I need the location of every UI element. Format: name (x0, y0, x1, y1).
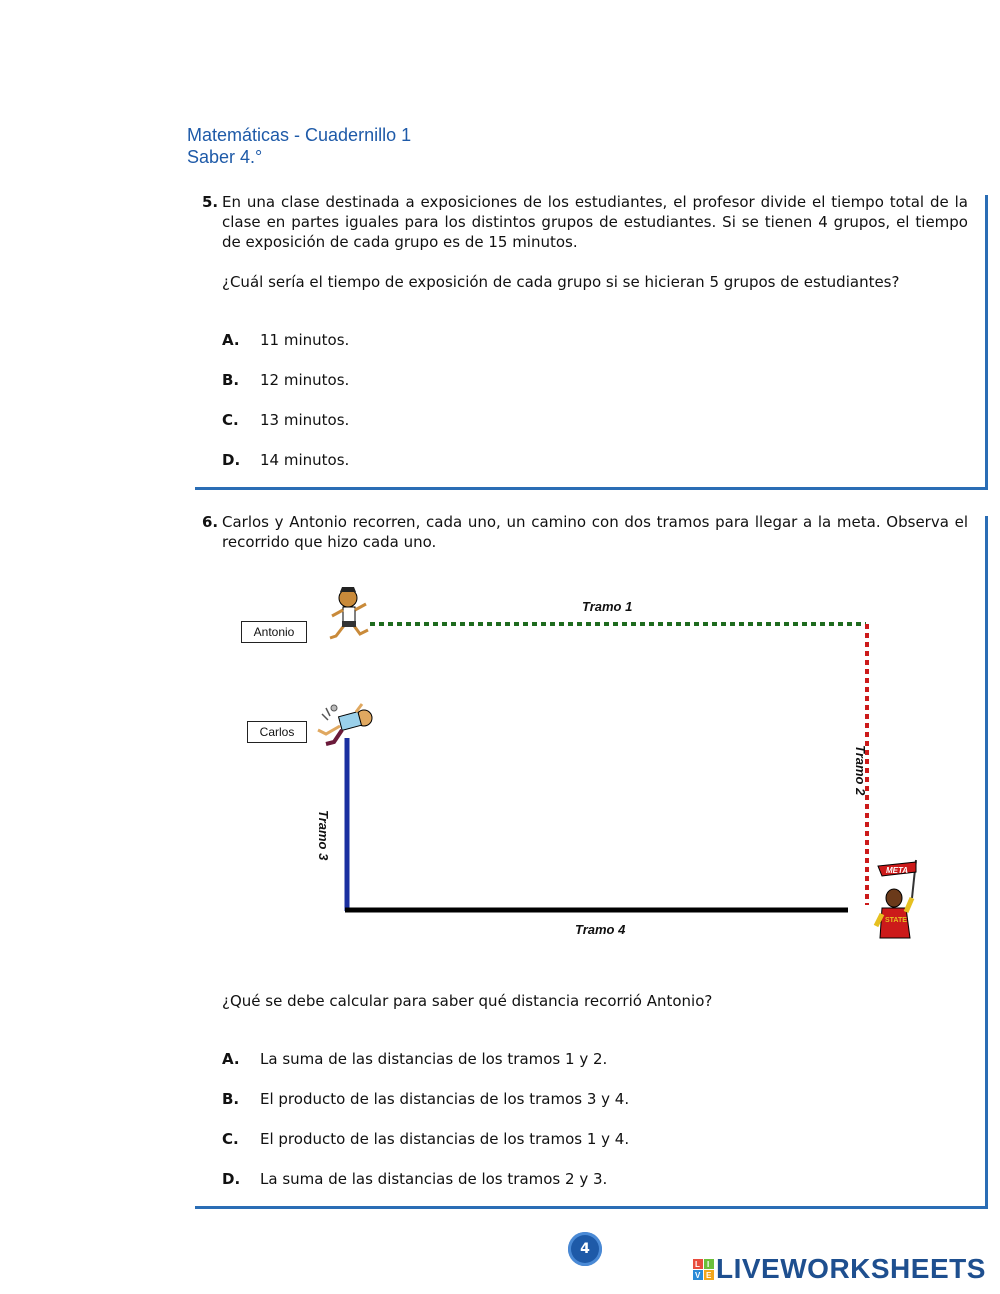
liveworksheets-badge-icon (692, 1254, 716, 1284)
antonio-label: Antonio (241, 621, 307, 643)
question-6-option-a[interactable] (222, 1050, 607, 1068)
question-6-option-d[interactable] (222, 1170, 607, 1188)
option-letter: C. (222, 411, 239, 429)
page-number: 4 (568, 1232, 602, 1266)
svg-text:V: V (695, 1271, 701, 1280)
question-6-option-b[interactable] (222, 1090, 629, 1108)
option-letter: B. (222, 1090, 240, 1108)
option-letter: B. (222, 371, 240, 389)
carlos-label: Carlos (247, 721, 307, 743)
tramo-2-label: Tramo 2 (853, 745, 868, 796)
tramo-4-label: Tramo 4 (575, 922, 626, 937)
question-6-option-c[interactable] (222, 1130, 629, 1148)
svg-text:E: E (706, 1271, 712, 1280)
tramo-1-label: Tramo 1 (582, 599, 633, 614)
question-6-number: 6. (202, 513, 219, 531)
svg-text:L: L (695, 1260, 700, 1269)
option-letter: D. (222, 1170, 241, 1188)
option-text: 14 minutos. (260, 451, 350, 469)
meta-flag-icon (876, 860, 916, 938)
meta-flag-label: META (886, 866, 909, 875)
antonio-runner-icon (330, 587, 368, 638)
option-letter: D. (222, 451, 241, 469)
question-5-number: 5. (202, 193, 219, 211)
header-grade: Saber 4.° (187, 147, 263, 167)
header-title: Matemáticas - Cuadernillo 1 (187, 125, 412, 145)
question-6-statement: Carlos y Antonio recorren, cada uno, un camino con dos tramos para llegar a la meta. Observa el recorrido que hizo cada uno. (222, 513, 968, 551)
state-shirt-label: STATE (885, 917, 907, 924)
option-text: 13 minutos. (260, 411, 350, 429)
option-text: El producto de las distancias de los tramos 1 y 4. (260, 1130, 630, 1148)
option-letter: C. (222, 1130, 239, 1148)
tramo-3-label: Tramo 3 (316, 810, 331, 861)
option-text: 11 minutos. (260, 331, 350, 349)
liveworksheets-logo (692, 1253, 986, 1284)
option-text: La suma de las distancias de los tramos 2 y 3. (260, 1170, 608, 1188)
option-text: El producto de las distancias de los tramos 3 y 4. (260, 1090, 630, 1108)
option-text: La suma de las distancias de los tramos 1 y 2. (260, 1050, 608, 1068)
question-5-prompt: ¿Cuál sería el tiempo de exposición de cada grupo si se hicieran 5 grupos de estudiantes? (222, 273, 900, 291)
option-text: 12 minutos. (260, 371, 350, 389)
liveworksheets-wordmark: LIVEWORKSHEETS (716, 1253, 986, 1284)
question-5-statement: En una clase destinada a exposiciones de los estudiantes, el profesor divide el tiempo total de la clase en partes iguales para los distintos grupos de estudiantes. Si se tienen 4 grupos, el tiempo de exposición de cada grupo es de 15 minutos. (222, 193, 968, 251)
option-letter: A. (222, 331, 240, 349)
svg-text:I: I (707, 1260, 710, 1269)
question-6-prompt: ¿Qué se debe calcular para saber qué distancia recorrió Antonio? (222, 992, 713, 1010)
option-letter: A. (222, 1050, 240, 1068)
